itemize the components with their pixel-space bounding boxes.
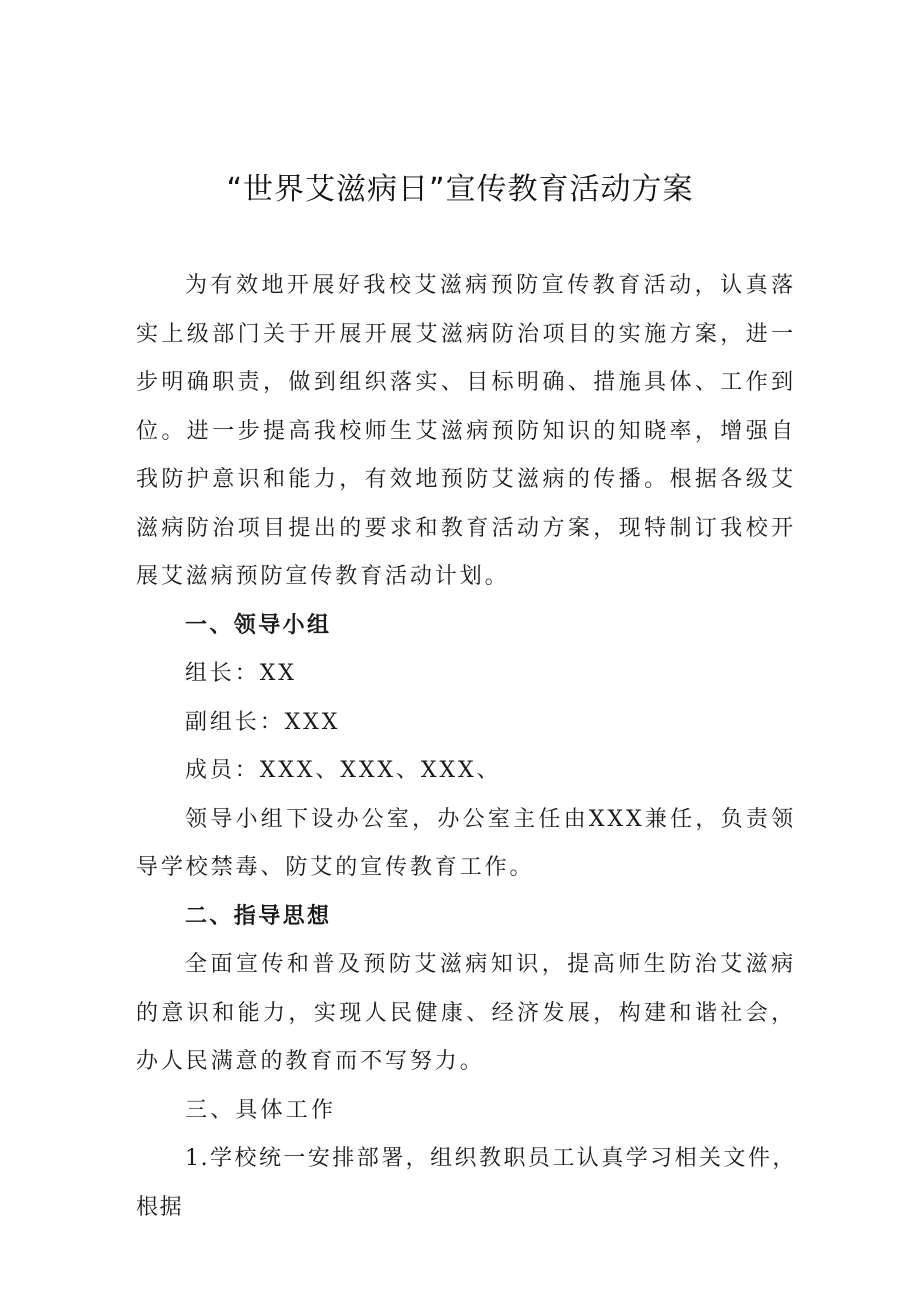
deputy-leader-line: 副组长：XXX (185, 709, 341, 735)
guiding-thought-paragraph: 全面宣传和普及预防艾滋病知识，提高师生防治艾滋病的意识和能力，实现人民健康、经济发展，构建和谐社会，办人民满意的教育而不写努力。 (136, 952, 796, 1074)
members-line: 成员：XXX、XXX、XXX、 (185, 758, 502, 783)
work-item-1: 1.学校统一安排部署，组织教职员工认真学习相关文件，根据 (136, 1146, 796, 1220)
leader-line: 组长：XX (185, 661, 297, 686)
document-title: “世界艾滋病日”宣传教育活动方案 (226, 172, 694, 207)
section-heading-specific-work: 三、具体工作 (185, 1097, 337, 1123)
office-paragraph: 领导小组下设办公室，办公室主任由XXX兼任，负责领导学校禁毒、防艾的宣传教育工作。 (136, 806, 796, 880)
intro-paragraph: 为有效地开展好我校艾滋病预防宣传教育活动，认真落实上级部门关于开展开展艾滋病防治项目的实施方案，进一步明确职责，做到组织落实、目标明确、措施具体、工作到位。进一步提高我校师生艾滋病预防知识的知晓率，增强自我防护意识和能力，有效地预防艾滋病的传播。根据各级艾滋病防治项目提出的要求和教育活动方案，现特制订我校开展艾滋病预防宣传教育活动计划。 (136, 273, 796, 589)
section-heading-guiding-thought: 二、指导思想 (185, 903, 332, 929)
section-heading-leadership: 一、领导小组 (185, 612, 332, 638)
document-body (136, 262, 796, 1232)
